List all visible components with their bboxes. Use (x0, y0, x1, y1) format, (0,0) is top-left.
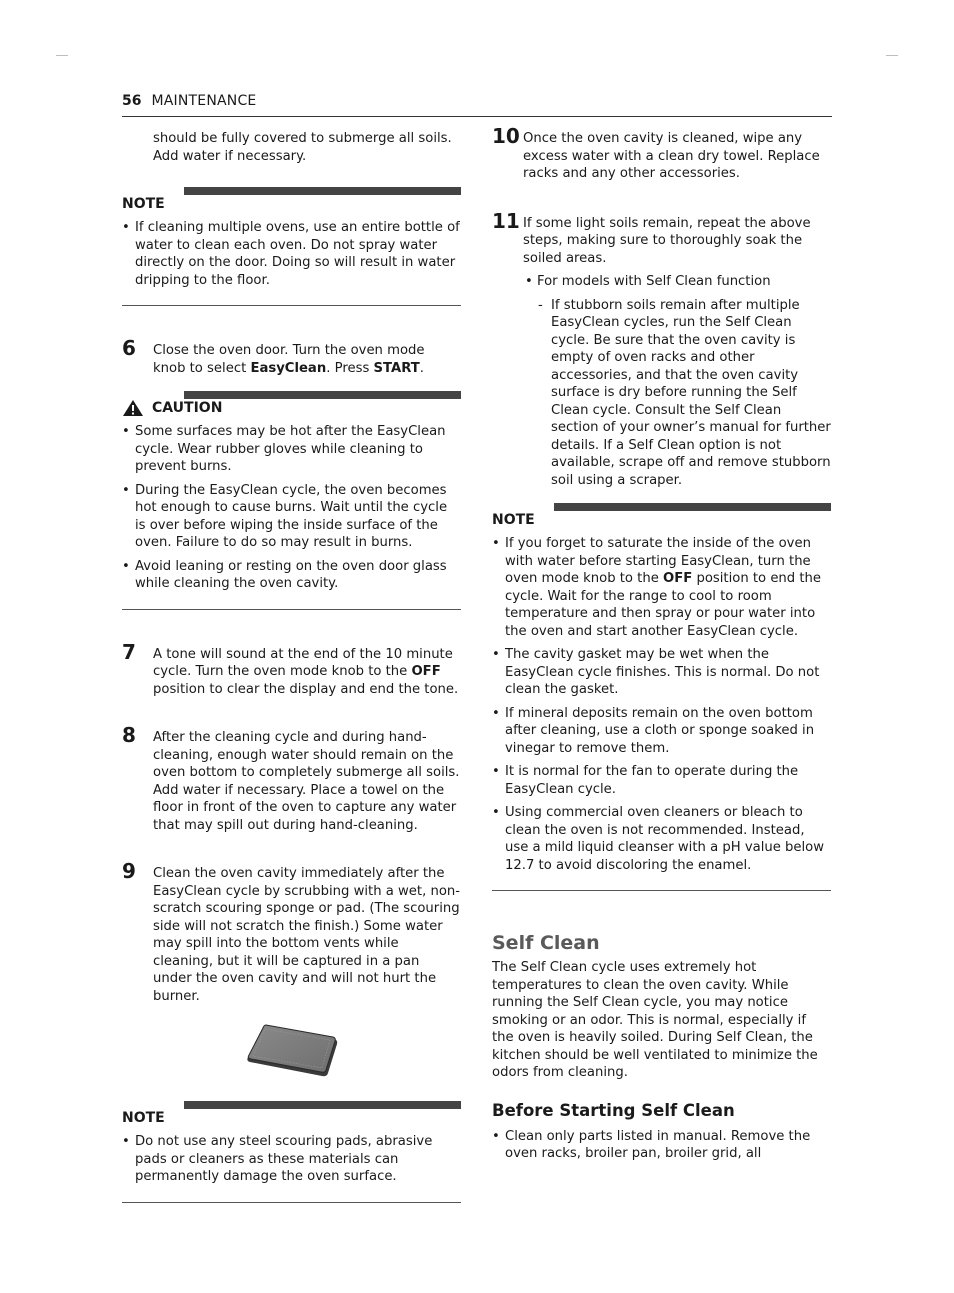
caution-item: • During the EasyClean cycle, the oven becomes hot enough to cause burns. Wait until the cycle is over before wiping the inside surface of the oven. Failure to do so may result in burns. (122, 482, 461, 552)
step-text: Close the oven door. Turn the oven mode knob to select EasyClean. Press START. (153, 343, 425, 376)
step-8 (122, 723, 461, 834)
step-number: 7 (122, 639, 136, 664)
page-header (122, 90, 832, 117)
note-item: • Do not use any steel scouring pads, abrasive pads or cleaners as these materials can permanently damage the oven surface. (122, 1133, 461, 1186)
step-text: If some light soils remain, repeat the above steps, making sure to thoroughly soak the soiled areas. (523, 215, 811, 266)
step-text: After the cleaning cycle and during hand-cleaning, enough water should remain on the oven bottom to completely submerge all soils. Add water if necessary. Place a towel on the floor in front of the oven to capture any water that may spill out during hand-cleaning. (153, 730, 460, 833)
note-title: NOTE (122, 196, 165, 212)
step-number: 9 (122, 859, 136, 883)
step-number: 8 (122, 723, 136, 747)
page-number: 56 (122, 93, 142, 109)
note-item: • The cavity gasket may be wet when the EasyClean cycle finishes. This is normal. Do not clean the gasket. (492, 646, 831, 699)
scouring-pad-illustration (244, 1023, 340, 1079)
step5-continuation: should be fully covered to submerge all soils. Add water if necessary. (153, 131, 452, 164)
crop-mark-right (886, 55, 898, 56)
note-easyclean-tips (492, 503, 831, 891)
caution-title: CAUTION (122, 391, 461, 417)
note-multiple-ovens (122, 187, 461, 306)
step-9 (122, 859, 461, 1005)
caution-box (122, 391, 461, 610)
step-7 (122, 639, 461, 699)
step-10 (492, 124, 831, 183)
caution-item: • Avoid leaning or resting on the oven door glass while cleaning the oven cavity. (122, 558, 461, 593)
step-text: A tone will sound at the end of the 10 minute cycle. Turn the oven mode knob to the OFF position to clear the display and end the tone. (153, 646, 459, 697)
note-item: • Using commercial oven cleaners or bleach to clean the oven is not recommended. Instead, use a mild liquid cleanser with a pH value below 12.7 to avoid discoloring the enamel. (492, 804, 831, 874)
step-text: Once the oven cavity is cleaned, wipe any excess water with a clean dry towel. Replace racks and any other accessories. (523, 131, 820, 181)
left-column (122, 130, 461, 1203)
warning-triangle-icon (122, 399, 144, 417)
before-self-clean-heading: Before Starting Self Clean (492, 1100, 735, 1120)
note-title: NOTE (122, 1110, 165, 1126)
note-item: • If you forget to saturate the inside of the oven with water before starting EasyClean, turn the oven mode knob to the OFF position to end the cycle. Wait for the range to cool to room temperature and then spray or pour water into the oven and start another EasyClean cycle. (492, 535, 831, 640)
step-text: Clean the oven cavity immediately after the EasyClean cycle by scrubbing with a wet, non-scratch scouring sponge or pad. (The scouring side will not scratch the finish.) Some water may spill into the bottom vents while cleaning, but it will be captured in a pan under the oven cavity and will not hurt the burner. (153, 866, 461, 1004)
note-item: • It is normal for the fan to operate during the EasyClean cycle. (492, 763, 831, 798)
step-11 (492, 208, 831, 490)
self-clean-heading: Self Clean (492, 932, 600, 954)
note-no-steel-pads (122, 1101, 461, 1203)
step-sub-bullet: • For models with Self Clean function (525, 274, 771, 289)
section-title: MAINTENANCE (151, 93, 257, 109)
step-number: 10 (492, 124, 520, 148)
note-item: • If cleaning multiple ovens, use an entire bottle of water to clean each oven. Do not spray water directly on the door. Doing so will result in water dripping to the floor. (122, 219, 461, 289)
step-number: 6 (122, 336, 136, 360)
crop-mark-left (56, 55, 68, 56)
right-column (492, 124, 831, 1163)
step-6 (122, 336, 461, 377)
step-number: 11 (492, 208, 520, 233)
list-item: • Clean only parts listed in manual. Remove the oven racks, broiler pan, broiler grid, all (492, 1128, 831, 1163)
self-clean-paragraph: The Self Clean cycle uses extremely hot temperatures to clean the oven cavity. While running the Self Clean cycle, you may notice smoking or an odor. This is normal, especially if the oven is heavily soiled. During Self Clean, the kitchen should be well ventilated to minimize the odors from cleaning. (492, 960, 818, 1080)
step-sub-dash: - If stubborn soils remain after multiple EasyClean cycles, run the Self Clean cycle. Be sure that the oven cavity is empty of oven racks and other accessories, and that the oven cavity surface is dry before running the Self Clean cycle. Consult the Self Clean section of your owner’s manual for further details. If a Self Clean option is not available, scrape off and remove stubborn soil using a scraper. (538, 297, 831, 488)
note-title: NOTE (492, 512, 535, 528)
before-self-clean-list (492, 1128, 831, 1163)
caution-item: • Some surfaces may be hot after the EasyClean cycle. Wear rubber gloves while cleaning to prevent burns. (122, 423, 461, 476)
note-item: • If mineral deposits remain on the oven bottom after cleaning, use a cloth or sponge soaked in vinegar to remove them. (492, 705, 831, 758)
